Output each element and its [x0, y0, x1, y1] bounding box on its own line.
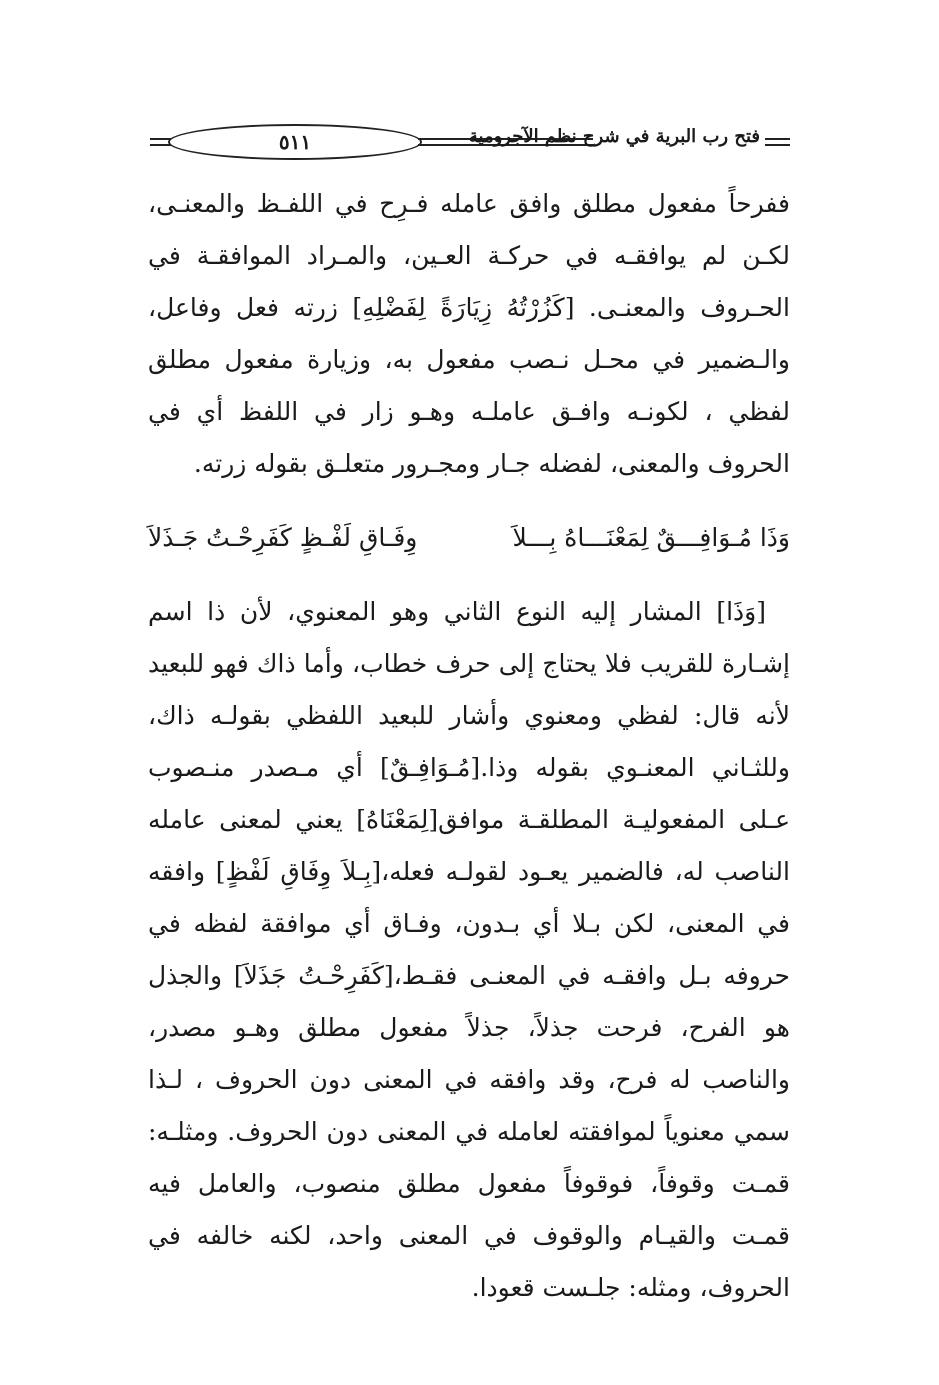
running-header — [150, 120, 790, 164]
verse-second-hemistich: وِفَـاقِ لَفْـظٍ كَفَرِحْـتُ جَـذَلاَ — [148, 523, 418, 552]
header-rule-right-second — [765, 144, 790, 146]
paragraph-commentary-2: [وَذَا] المشار إليه النوع الثاني وهو المعنوي، لأن ذا اسم إشـارة للقريب فلا يحتاج إلى حرف خطاب، وأما ذاك فهو للبعيد لأنه قال: لفظي ومعنوي وأشار للبعيد اللفظي بقولـه ذاك، وللثـاني المعنـوي بقوله وذا.[مُـوَافِـقٌ] أي مـصدر منـصوب عـلى المفعوليـة المطلقـة موافق[لِمَعْنَاهُ] يعني لمعنى عامله الناصب له، فالضمير يعـود لقولـه فعله،[بِـلاَ وِفَاقِ لَفْظٍ] وافقه في المعنى، لكن بـلا أي بـدون، وفـاق أي موافقة لفظه في حروفه بـل وافقـه في المعنـى فقـط،[كَفَرِحْـتُ جَذَلاَ] والجذل هو الفرح، فرحت جذلاً، جذلاً مفعول مطلق وهـو مصدر، والناصب له فرح، وقد وافقه في المعنى دون الحروف ، لـذا سمي معنوياً لموافقته لعامله في المعنى دون الحروف. ومثلـه: قمـت وقوفاً، فوقوفاً مفعول مطلق منصوب، والعامل فيه قمـت والقيـام والوقوف في المعنى واحد، لكنه خالفه في الحروف، ومثله: جلـست قعودا. — [148, 597, 790, 1302]
poem-verse — [148, 512, 790, 564]
page-number-ornament — [168, 124, 422, 160]
book-title: فتح رب البرية في شرح نظم الآجرومية — [468, 126, 760, 147]
verse-first-hemistich: وَذَا مُـوَافِـــقٌ لِمَعْنَـــاهُ بِـــلاَ — [512, 523, 790, 552]
page-number: ٥١١ — [278, 130, 312, 154]
header-rule-right — [765, 138, 790, 140]
page-body — [148, 178, 790, 1314]
paragraph-commentary-1: ففرحاً مفعول مطلق وافق عامله فـرِح في اللفـظ والمعنـى، لكـن لم يوافقـه في حركـة العـين، والمـراد الموافقـة في الحـروف والمعنـى. [كَزُرْتُهُ زِيَارَةً لِفَضْلِهِ] زرته فعل وفاعل، والـضمير في محـل نـصب مفعول به، وزيارة مفعول مطلق لفظي ، لكونـه وافـق عاملـه وهـو زار في اللفظ أي في الحروف والمعنى، لفضله جـار ومجـرور متعلـق بقوله زرته. — [148, 189, 790, 478]
